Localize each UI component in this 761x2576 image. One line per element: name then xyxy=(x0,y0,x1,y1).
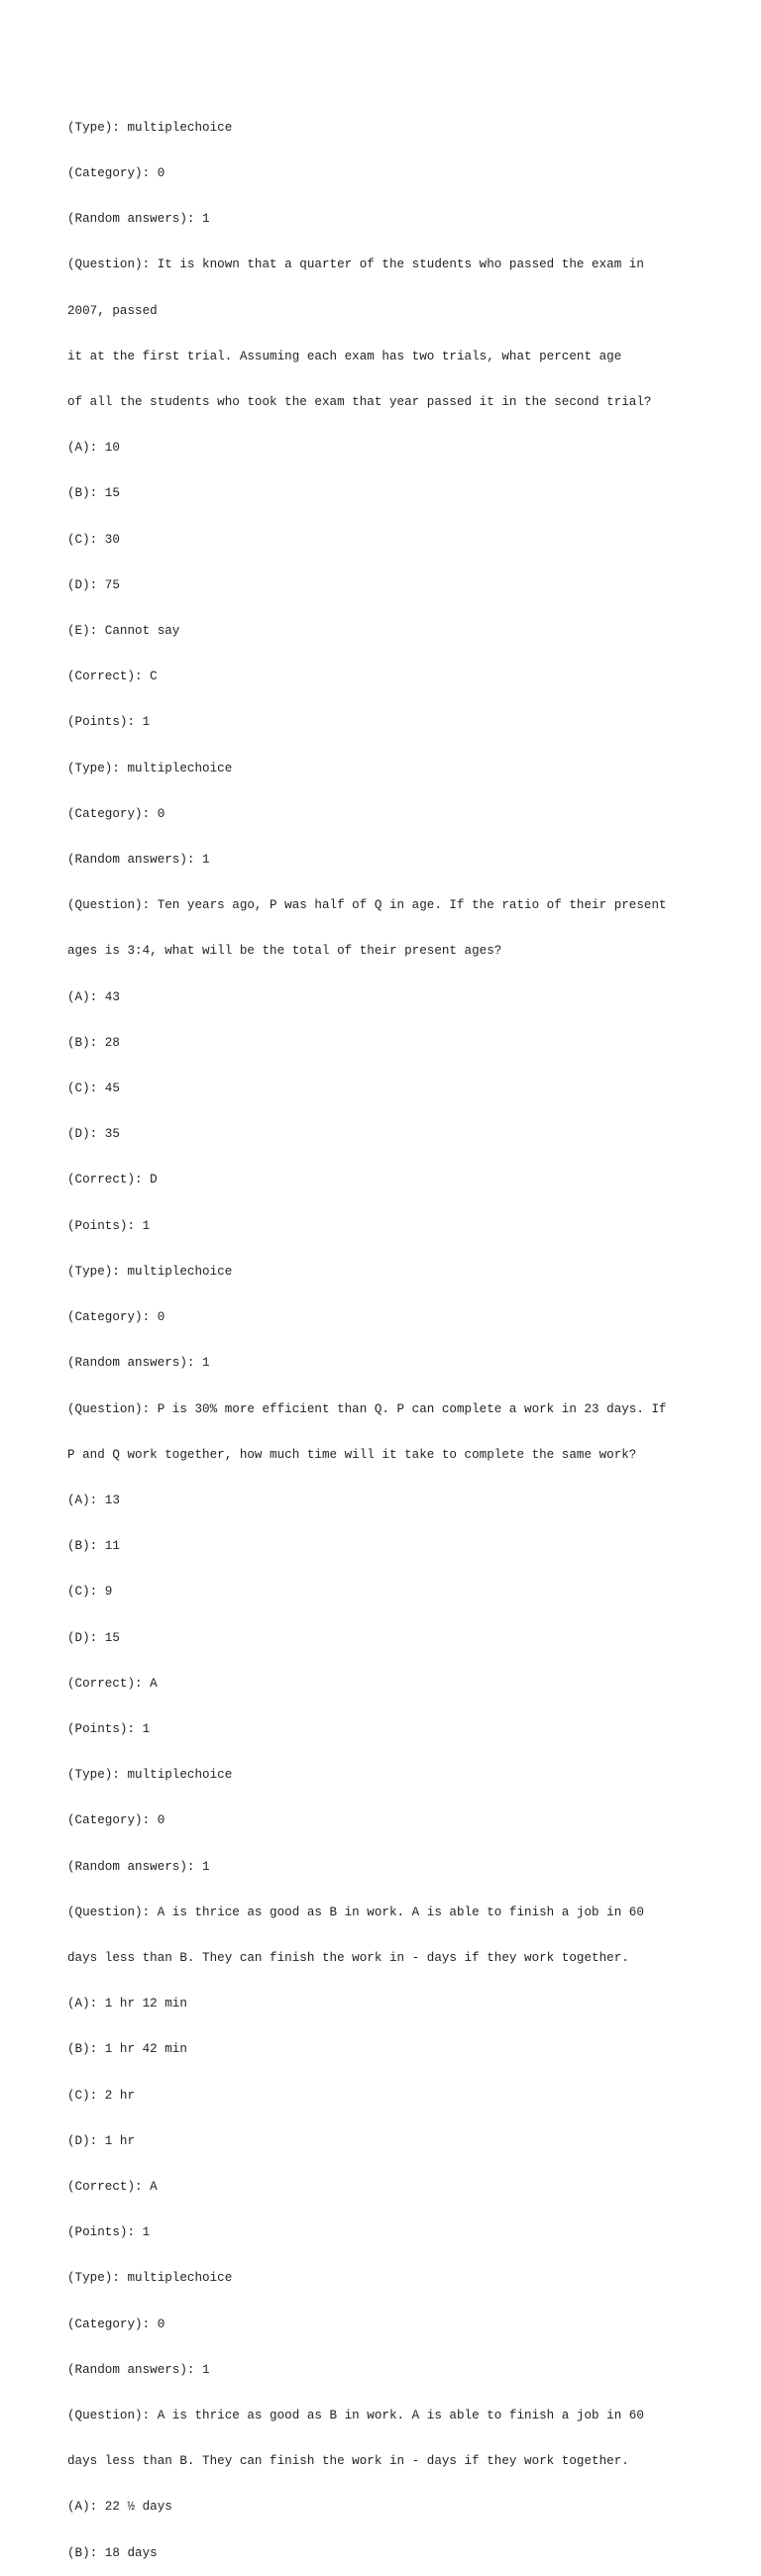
text-line: (Question): It is known that a quarter of the students who passed the exam in xyxy=(67,258,644,272)
text-line: days less than B. They can finish the work in - days if they work together. xyxy=(67,2454,629,2469)
text-line: (Points): 1 xyxy=(67,1721,151,1736)
text-line: (B): 28 xyxy=(67,1035,120,1050)
text-line: (Random answers): 1 xyxy=(67,212,210,227)
text-line: (Correct): A xyxy=(67,1676,158,1691)
text-line: it at the first trial. Assuming each exam has two trials, what percent age xyxy=(67,349,622,363)
text-line: (Category): 0 xyxy=(67,2317,165,2331)
text-line: (Type): multiplechoice xyxy=(67,1264,233,1279)
text-line: (Points): 1 xyxy=(67,1218,151,1233)
text-line: (Points): 1 xyxy=(67,715,151,730)
text-line: (Type): multiplechoice xyxy=(67,2271,233,2286)
text-line: (C): 9 xyxy=(67,1585,113,1599)
text-line: (D): 15 xyxy=(67,1630,120,1645)
text-line: (Type): multiplechoice xyxy=(67,761,233,775)
text-line: (Random answers): 1 xyxy=(67,1859,210,1874)
text-line: (Type): multiplechoice xyxy=(67,1768,233,1783)
text-line: (Correct): D xyxy=(67,1173,158,1187)
text-line: (D): 75 xyxy=(67,577,120,592)
text-line: (D): 35 xyxy=(67,1127,120,1142)
text-line: (A): 10 xyxy=(67,441,120,456)
text-line: 2007, passed xyxy=(67,303,158,318)
text-line: (A): 43 xyxy=(67,989,120,1004)
text-line: (Question): P is 30% more efficient than Q. P can complete a work in 23 days. If xyxy=(67,1401,667,1416)
text-line: P and Q work together, how much time will it take to complete the same work? xyxy=(67,1447,637,1462)
text-line: (Question): A is thrice as good as B in work. A is able to finish a job in 60 xyxy=(67,1905,644,1919)
text-line: (Points): 1 xyxy=(67,2225,151,2240)
document-body xyxy=(67,90,751,2576)
text-line: (A): 13 xyxy=(67,1493,120,1507)
text-line: (B): 18 days xyxy=(67,2545,158,2560)
text-line: (Question): Ten years ago, P was half of Q in age. If the ratio of their present xyxy=(67,898,667,913)
text-line: (Correct): A xyxy=(67,2179,158,2194)
text-line: ages is 3:4, what will be the total of their present ages? xyxy=(67,944,502,959)
text-line: (C): 30 xyxy=(67,532,120,547)
text-line: of all the students who took the exam that year passed it in the second trial? xyxy=(67,395,652,410)
text-line: (Category): 0 xyxy=(67,806,165,821)
text-line: (B): 11 xyxy=(67,1539,120,1554)
text-line: (Correct): C xyxy=(67,670,158,684)
text-line: (E): Cannot say xyxy=(67,624,180,639)
text-line: (B): 1 hr 42 min xyxy=(67,2042,187,2057)
text-line: (C): 45 xyxy=(67,1082,120,1096)
text-line: (A): 22 ½ days xyxy=(67,2500,172,2515)
text-line: (Category): 0 xyxy=(67,166,165,181)
text-line: (C): 2 hr xyxy=(67,2088,136,2103)
text-line: (Category): 0 xyxy=(67,1813,165,1828)
text-line: (Category): 0 xyxy=(67,1310,165,1325)
text-line: (Type): multiplechoice xyxy=(67,120,233,135)
text-line: (Random answers): 1 xyxy=(67,1356,210,1371)
text-line: (B): 15 xyxy=(67,486,120,501)
text-line: (A): 1 hr 12 min xyxy=(67,1997,187,2011)
text-line: (D): 1 hr xyxy=(67,2133,136,2148)
text-line: (Random answers): 1 xyxy=(67,2362,210,2377)
text-line: days less than B. They can finish the work in - days if they work together. xyxy=(67,1950,629,1965)
text-line: (Question): A is thrice as good as B in work. A is able to finish a job in 60 xyxy=(67,2408,644,2422)
text-line: (Random answers): 1 xyxy=(67,853,210,868)
